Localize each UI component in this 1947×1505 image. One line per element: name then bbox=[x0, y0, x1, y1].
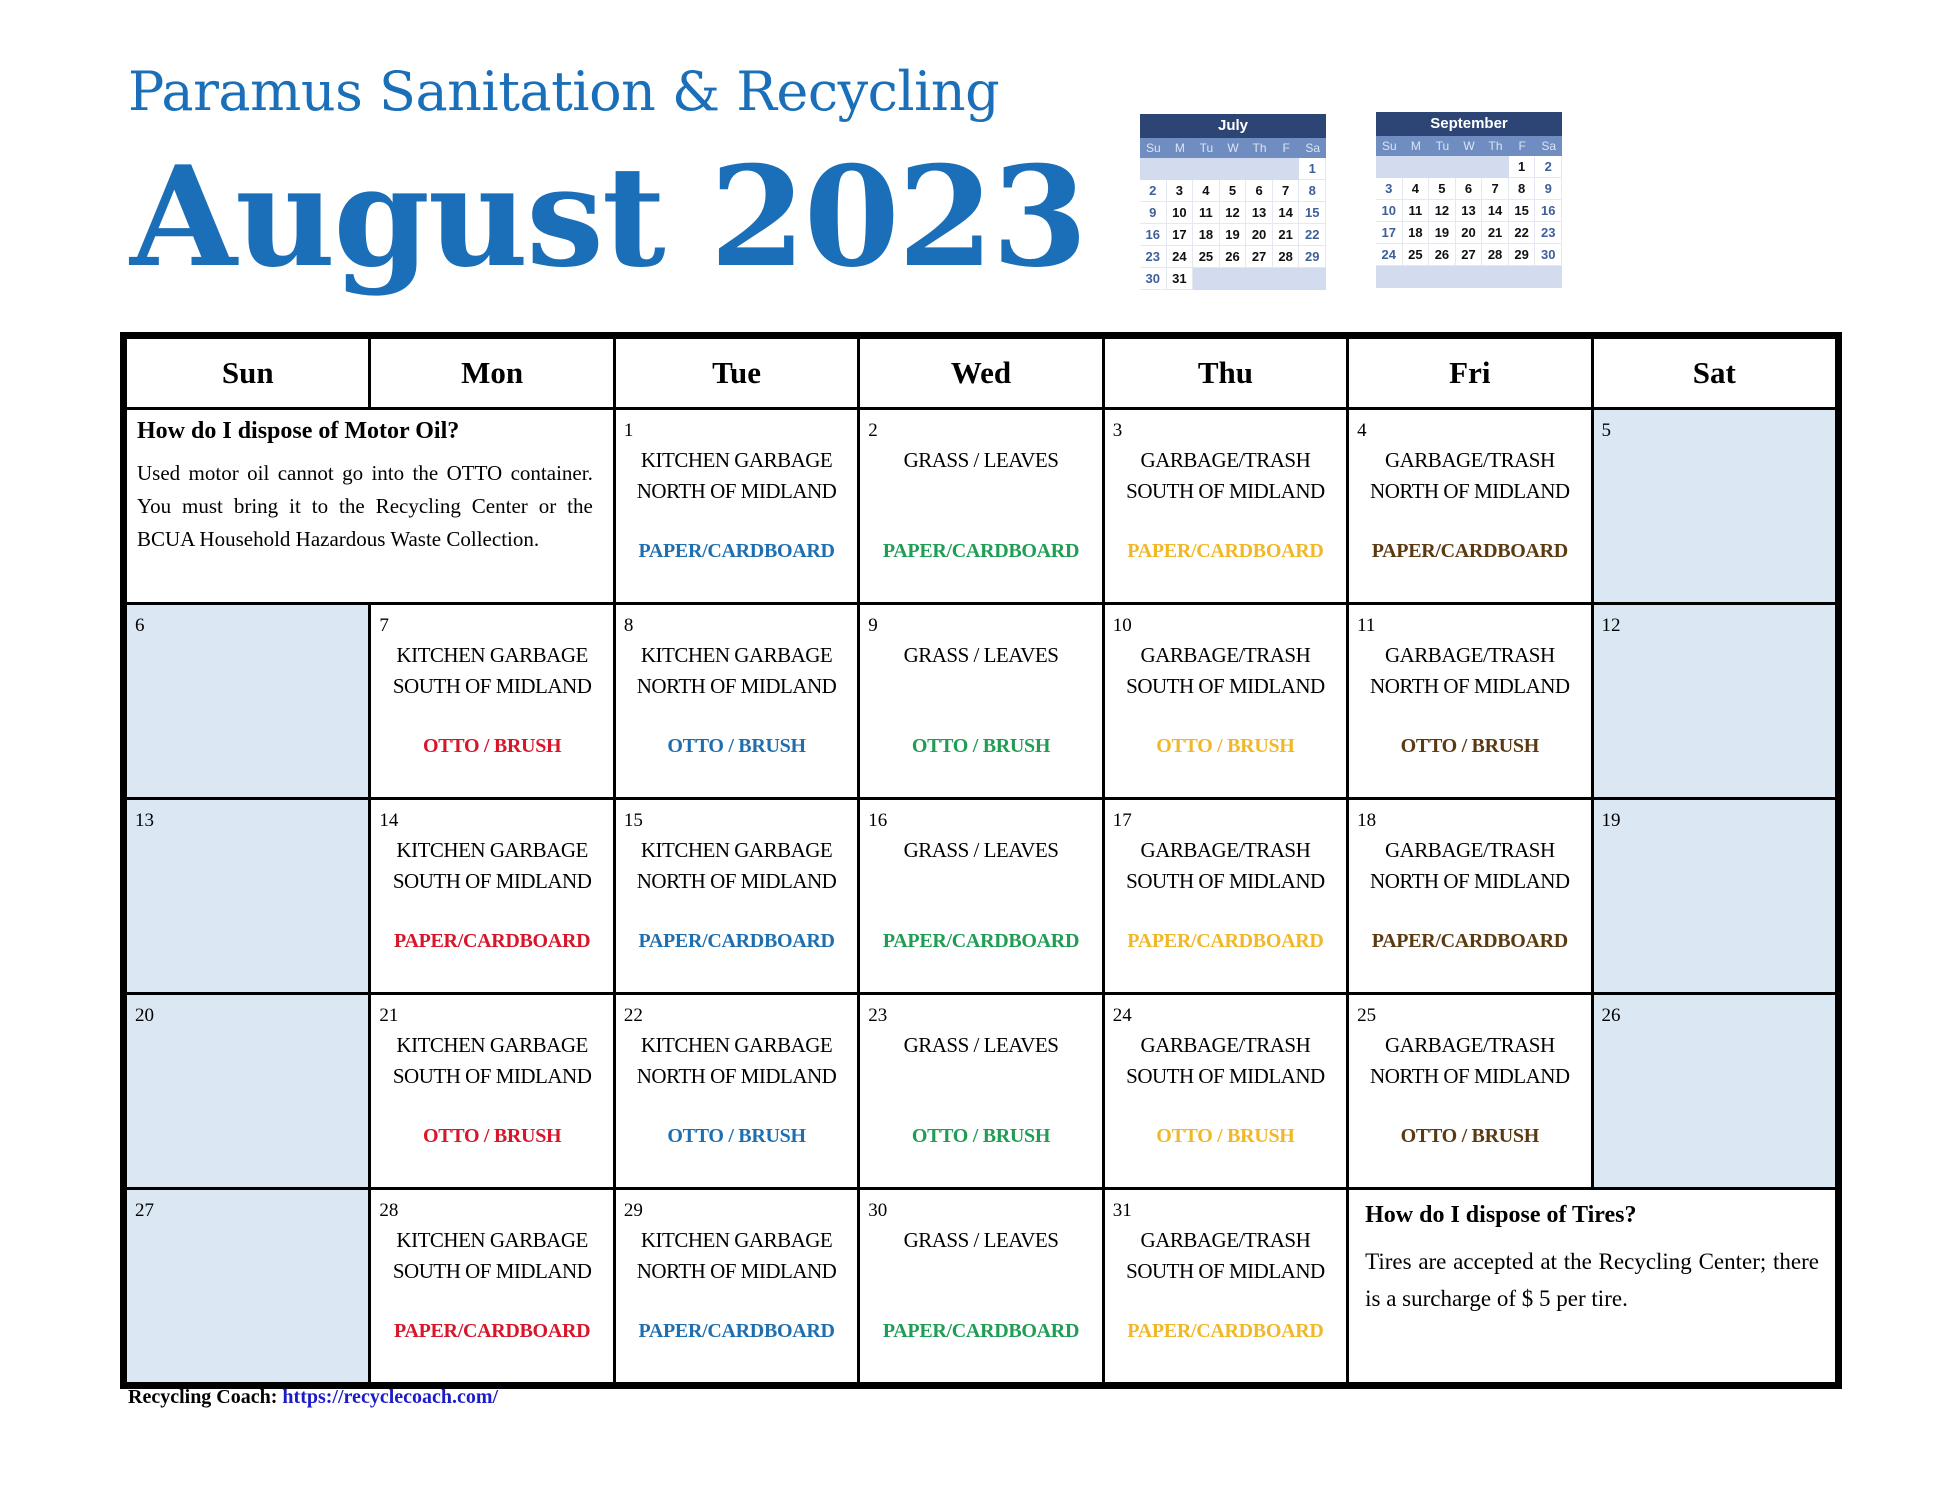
collection-type: KITCHEN GARBAGE bbox=[640, 1033, 833, 1057]
mini-day-cell: 13 bbox=[1456, 200, 1483, 222]
day-number: 18 bbox=[1357, 810, 1377, 831]
mini-dow-label: W bbox=[1227, 141, 1239, 155]
collection-area: SOUTH OF MIDLAND bbox=[1126, 674, 1325, 698]
recycling-pickup: PAPER/CARDBOARD bbox=[1127, 930, 1324, 952]
day-number: 14 bbox=[379, 810, 399, 831]
mini-day-cell: 14 bbox=[1482, 200, 1509, 222]
recycling-pickup: PAPER/CARDBOARD bbox=[882, 1320, 1080, 1342]
day-cell-1 bbox=[614, 409, 858, 604]
mini-calendar-month: July bbox=[1140, 114, 1326, 138]
mini-day-cell: 19 bbox=[1429, 222, 1456, 244]
collection-type: GARBAGE/TRASH bbox=[1140, 1033, 1311, 1057]
collection-area: NORTH OF MIDLAND bbox=[636, 1259, 837, 1283]
day-number: 20 bbox=[135, 1005, 154, 1026]
collection-area: NORTH OF MIDLAND bbox=[1370, 674, 1570, 698]
day-number: 29 bbox=[623, 1200, 643, 1221]
day-cell-12 bbox=[1592, 604, 1836, 799]
day-number: 22 bbox=[623, 1005, 643, 1026]
collection-type: GARBAGE/TRASH bbox=[1140, 1228, 1311, 1252]
recycling-pickup: OTTO / BRUSH bbox=[667, 735, 806, 757]
mini-day-cell bbox=[1376, 266, 1403, 288]
mini-day-cell: 14 bbox=[1273, 202, 1300, 224]
mini-day-cell: 27 bbox=[1456, 244, 1483, 266]
day-cell-31 bbox=[1103, 1189, 1347, 1384]
collection-area: SOUTH OF MIDLAND bbox=[1126, 1259, 1325, 1283]
day-cell-27 bbox=[126, 1189, 370, 1384]
day-cell-5 bbox=[1592, 409, 1836, 604]
mini-day-cell bbox=[1220, 268, 1247, 290]
collection-type: GARBAGE/TRASH bbox=[1384, 1033, 1555, 1057]
mini-day-cell: 17 bbox=[1167, 224, 1194, 246]
organization-name: Paramus Sanitation & Recycling bbox=[128, 60, 1000, 123]
collection-type: GARBAGE/TRASH bbox=[1140, 643, 1311, 667]
mini-day-cell: 8 bbox=[1509, 178, 1536, 200]
day-cell-21 bbox=[370, 994, 614, 1189]
mini-day-cell bbox=[1403, 266, 1430, 288]
day-cell-20 bbox=[126, 994, 370, 1189]
day-number: 16 bbox=[868, 810, 888, 831]
mini-day-cell: 28 bbox=[1482, 244, 1509, 266]
recycling-pickup: PAPER/CARDBOARD bbox=[394, 1320, 591, 1342]
mini-dow-label: M bbox=[1410, 139, 1421, 153]
recycling-pickup: PAPER/CARDBOARD bbox=[1127, 1320, 1324, 1342]
mini-day-cell: 1 bbox=[1509, 156, 1536, 178]
recycling-pickup: PAPER/CARDBOARD bbox=[638, 540, 835, 562]
recycling-pickup: PAPER/CARDBOARD bbox=[882, 540, 1080, 562]
collection-type: KITCHEN GARBAGE bbox=[396, 1033, 588, 1057]
recycling-pickup: PAPER/CARDBOARD bbox=[1127, 540, 1324, 562]
collection-type: GRASS / LEAVES bbox=[903, 838, 1059, 862]
mini-day-cell: 25 bbox=[1193, 246, 1220, 268]
mini-day-cell: 11 bbox=[1193, 202, 1220, 224]
mini-day-cell: 24 bbox=[1167, 246, 1194, 268]
recycling-pickup: OTTO / BRUSH bbox=[1400, 1125, 1539, 1147]
day-number: 10 bbox=[1112, 615, 1132, 636]
weekday-fri: Fri bbox=[1348, 338, 1592, 409]
collection-area: NORTH OF MIDLAND bbox=[636, 869, 837, 893]
collection-type: KITCHEN GARBAGE bbox=[640, 643, 833, 667]
day-cell-13 bbox=[126, 799, 370, 994]
mini-day-cell: 19 bbox=[1220, 224, 1247, 246]
mini-day-cell: 13 bbox=[1246, 202, 1273, 224]
collection-area: SOUTH OF MIDLAND bbox=[1126, 1064, 1325, 1088]
mini-day-cell: 22 bbox=[1509, 222, 1536, 244]
day-number: 2 bbox=[868, 420, 878, 441]
mini-day-cell bbox=[1429, 266, 1456, 288]
weekday-sat: Sat bbox=[1592, 338, 1836, 409]
day-number: 15 bbox=[623, 810, 643, 831]
mini-dow-label: Th bbox=[1488, 139, 1503, 153]
day-number: 21 bbox=[379, 1005, 399, 1026]
mini-day-cell: 30 bbox=[1140, 268, 1167, 290]
mini-day-cell: 7 bbox=[1273, 180, 1300, 202]
mini-day-cell: 3 bbox=[1376, 178, 1403, 200]
mini-dow-label: Sa bbox=[1305, 141, 1321, 155]
day-number: 27 bbox=[135, 1200, 154, 1221]
mini-day-cell: 21 bbox=[1482, 222, 1509, 244]
mini-day-cell bbox=[1299, 268, 1326, 290]
collection-type: GARBAGE/TRASH bbox=[1384, 643, 1555, 667]
day-number: 19 bbox=[1601, 810, 1621, 831]
collection-type: KITCHEN GARBAGE bbox=[396, 838, 588, 862]
mini-day-cell bbox=[1167, 158, 1194, 180]
day-cell-8 bbox=[614, 604, 858, 799]
day-number: 28 bbox=[379, 1200, 399, 1221]
mini-day-cell: 4 bbox=[1403, 178, 1430, 200]
day-cell-23 bbox=[859, 994, 1103, 1189]
week-row bbox=[126, 994, 1837, 1189]
mini-day-cell: 23 bbox=[1535, 222, 1562, 244]
mini-day-cell bbox=[1482, 156, 1509, 178]
mini-day-cell bbox=[1193, 158, 1220, 180]
mini-dow-label: M bbox=[1174, 141, 1185, 155]
recycling-pickup: PAPER/CARDBOARD bbox=[882, 930, 1080, 952]
mini-day-cell: 16 bbox=[1140, 224, 1167, 246]
mini-day-cell: 29 bbox=[1509, 244, 1536, 266]
mini-calendar-september bbox=[1376, 112, 1562, 288]
month-calendar bbox=[120, 332, 1842, 1389]
recycling-pickup: OTTO / BRUSH bbox=[1156, 1125, 1295, 1147]
collection-type: GARBAGE/TRASH bbox=[1140, 448, 1311, 472]
mini-day-cell bbox=[1246, 268, 1273, 290]
mini-day-cell: 3 bbox=[1167, 180, 1194, 202]
recycling-pickup: OTTO / BRUSH bbox=[911, 735, 1051, 757]
mini-day-cell: 18 bbox=[1403, 222, 1430, 244]
note-heading: How do I dispose of Motor Oil? bbox=[137, 418, 460, 444]
day-number: 31 bbox=[1112, 1200, 1132, 1221]
mini-day-cell: 10 bbox=[1167, 202, 1194, 224]
mini-day-cell: 16 bbox=[1535, 200, 1562, 222]
mini-day-cell: 29 bbox=[1299, 246, 1326, 268]
weekday-tue: Tue bbox=[614, 338, 858, 409]
week-row bbox=[126, 604, 1837, 799]
day-cell-26 bbox=[1592, 994, 1836, 1189]
mini-calendar-grid bbox=[1140, 158, 1326, 290]
collection-area: SOUTH OF MIDLAND bbox=[1126, 869, 1325, 893]
recycling-pickup: OTTO / BRUSH bbox=[1156, 735, 1295, 757]
day-number: 24 bbox=[1112, 1005, 1132, 1026]
weekday-wed: Wed bbox=[859, 338, 1103, 409]
day-cell-28 bbox=[370, 1189, 614, 1384]
mini-calendar-july bbox=[1140, 114, 1326, 290]
collection-type: GRASS / LEAVES bbox=[903, 448, 1059, 472]
day-cell-15 bbox=[614, 799, 858, 994]
mini-day-cell bbox=[1429, 156, 1456, 178]
day-cell-11 bbox=[1348, 604, 1592, 799]
recycling-pickup: OTTO / BRUSH bbox=[911, 1125, 1051, 1147]
mini-day-cell bbox=[1220, 158, 1247, 180]
note-body: Tires are accepted at the Recycling Center; there is a surcharge of $ 5 per tire. bbox=[1365, 1249, 1819, 1311]
tires-note bbox=[1348, 1189, 1837, 1384]
recycling-pickup: OTTO / BRUSH bbox=[667, 1125, 806, 1147]
day-cell-24 bbox=[1103, 994, 1347, 1189]
recycling-pickup: OTTO / BRUSH bbox=[1400, 735, 1539, 757]
mini-day-cell: 30 bbox=[1535, 244, 1562, 266]
weekday-sun: Sun bbox=[126, 338, 370, 409]
mini-calendar-month: September bbox=[1376, 112, 1562, 136]
day-cell-22 bbox=[614, 994, 858, 1189]
collection-area: SOUTH OF MIDLAND bbox=[1126, 479, 1325, 503]
mini-day-cell: 17 bbox=[1376, 222, 1403, 244]
mini-day-cell: 25 bbox=[1403, 244, 1430, 266]
day-number: 26 bbox=[1601, 1005, 1621, 1026]
mini-day-cell bbox=[1403, 156, 1430, 178]
day-cell-10 bbox=[1103, 604, 1347, 799]
mini-day-cell: 15 bbox=[1509, 200, 1536, 222]
day-number: 25 bbox=[1357, 1005, 1377, 1026]
day-number: 12 bbox=[1601, 615, 1621, 636]
note-heading: How do I dispose of Tires? bbox=[1365, 1202, 1637, 1228]
collection-type: GRASS / LEAVES bbox=[903, 1033, 1059, 1057]
mini-day-cell: 20 bbox=[1246, 224, 1273, 246]
day-cell-19 bbox=[1592, 799, 1836, 994]
mini-day-cell: 24 bbox=[1376, 244, 1403, 266]
mini-day-cell: 21 bbox=[1273, 224, 1300, 246]
mini-day-cell: 22 bbox=[1299, 224, 1326, 246]
note-body: Used motor oil cannot go into the OTTO container. You must bring it to the Recycling Center or the BCUA Household Hazardous Waste Collection. bbox=[137, 461, 593, 551]
day-cell-9 bbox=[859, 604, 1103, 799]
day-number: 17 bbox=[1112, 810, 1132, 831]
day-number: 23 bbox=[868, 1005, 888, 1026]
mini-dow-label: W bbox=[1463, 139, 1475, 153]
week-row bbox=[126, 409, 1837, 604]
recycling-pickup: OTTO / BRUSH bbox=[422, 1125, 562, 1147]
collection-type: KITCHEN GARBAGE bbox=[396, 643, 588, 667]
recycling-pickup: PAPER/CARDBOARD bbox=[1371, 930, 1568, 952]
mini-dow-label: Th bbox=[1252, 141, 1267, 155]
mini-dow-label: Tu bbox=[1199, 141, 1214, 155]
collection-type: KITCHEN GARBAGE bbox=[640, 448, 833, 472]
recycling-pickup: PAPER/CARDBOARD bbox=[1371, 540, 1568, 562]
day-cell-16 bbox=[859, 799, 1103, 994]
mini-dow-label: Tu bbox=[1435, 139, 1450, 153]
collection-type: GARBAGE/TRASH bbox=[1140, 838, 1311, 862]
recycling-pickup: PAPER/CARDBOARD bbox=[394, 930, 591, 952]
mini-day-cell: 6 bbox=[1246, 180, 1273, 202]
day-cell-25 bbox=[1348, 994, 1592, 1189]
mini-day-cell: 5 bbox=[1220, 180, 1247, 202]
day-number: 3 bbox=[1112, 420, 1123, 441]
mini-day-cell: 12 bbox=[1220, 202, 1247, 224]
day-cell-4 bbox=[1348, 409, 1592, 604]
day-number: 5 bbox=[1601, 420, 1612, 441]
collection-area: NORTH OF MIDLAND bbox=[636, 1064, 837, 1088]
collection-area: NORTH OF MIDLAND bbox=[1370, 479, 1570, 503]
recycling-pickup: OTTO / BRUSH bbox=[422, 735, 562, 757]
mini-calendar-grid bbox=[1376, 156, 1562, 288]
day-cell-14 bbox=[370, 799, 614, 994]
mini-day-cell: 27 bbox=[1246, 246, 1273, 268]
mini-day-cell: 2 bbox=[1140, 180, 1167, 202]
mini-day-cell: 26 bbox=[1220, 246, 1247, 268]
day-cell-30 bbox=[859, 1189, 1103, 1384]
weekday-header-row bbox=[126, 338, 1837, 409]
day-number: 13 bbox=[135, 810, 154, 831]
mini-day-cell: 26 bbox=[1429, 244, 1456, 266]
day-cell-6 bbox=[126, 604, 370, 799]
day-cell-7 bbox=[370, 604, 614, 799]
mini-day-cell: 1 bbox=[1299, 158, 1326, 180]
footer bbox=[128, 1386, 498, 1409]
weekday-mon: Mon bbox=[370, 338, 614, 409]
collection-area: SOUTH OF MIDLAND bbox=[392, 1259, 592, 1283]
mini-day-cell: 23 bbox=[1140, 246, 1167, 268]
day-number: 9 bbox=[868, 615, 878, 636]
mini-day-cell: 12 bbox=[1429, 200, 1456, 222]
collection-type: KITCHEN GARBAGE bbox=[396, 1228, 588, 1252]
mini-day-cell: 9 bbox=[1140, 202, 1167, 224]
footer-label: Recycling Coach: bbox=[128, 1386, 278, 1408]
mini-day-cell bbox=[1273, 158, 1300, 180]
recycling-pickup: PAPER/CARDBOARD bbox=[638, 930, 835, 952]
collection-area: NORTH OF MIDLAND bbox=[636, 479, 837, 503]
mini-dow-label: Su bbox=[1381, 139, 1397, 153]
page-title: August 2023 bbox=[130, 135, 1086, 298]
week-row bbox=[126, 799, 1837, 994]
day-number: 4 bbox=[1357, 420, 1367, 441]
day-number: 7 bbox=[379, 615, 389, 636]
recycle-coach-link[interactable]: https://recyclecoach.com/ bbox=[282, 1386, 499, 1408]
mini-day-cell: 9 bbox=[1535, 178, 1562, 200]
week-row bbox=[126, 1189, 1837, 1384]
collection-type: GRASS / LEAVES bbox=[903, 1228, 1059, 1252]
collection-area: SOUTH OF MIDLAND bbox=[392, 1064, 592, 1088]
mini-day-cell: 7 bbox=[1482, 178, 1509, 200]
mini-day-cell: 2 bbox=[1535, 156, 1562, 178]
mini-dow-label: Sa bbox=[1541, 139, 1557, 153]
day-cell-18 bbox=[1348, 799, 1592, 994]
mini-day-cell: 15 bbox=[1299, 202, 1326, 224]
day-number: 30 bbox=[868, 1200, 888, 1221]
mini-day-cell: 10 bbox=[1376, 200, 1403, 222]
motor-oil-note bbox=[126, 409, 615, 604]
collection-area: NORTH OF MIDLAND bbox=[1370, 869, 1570, 893]
collection-type: GRASS / LEAVES bbox=[903, 643, 1059, 667]
collection-type: GARBAGE/TRASH bbox=[1384, 838, 1555, 862]
day-number: 8 bbox=[623, 615, 634, 636]
mini-dow-label: F bbox=[1518, 139, 1526, 153]
mini-day-cell: 28 bbox=[1273, 246, 1300, 268]
mini-dow-label: Su bbox=[1145, 141, 1161, 155]
weekday-thu: Thu bbox=[1103, 338, 1347, 409]
day-cell-2 bbox=[859, 409, 1103, 604]
mini-day-cell bbox=[1456, 266, 1483, 288]
mini-day-cell: 31 bbox=[1167, 268, 1194, 290]
collection-type: KITCHEN GARBAGE bbox=[640, 1228, 833, 1252]
mini-day-cell bbox=[1376, 156, 1403, 178]
collection-area: SOUTH OF MIDLAND bbox=[392, 869, 592, 893]
mini-day-cell bbox=[1193, 268, 1220, 290]
mini-day-cell: 6 bbox=[1456, 178, 1483, 200]
mini-day-cell bbox=[1140, 158, 1167, 180]
mini-day-cell: 5 bbox=[1429, 178, 1456, 200]
mini-day-cell bbox=[1456, 156, 1483, 178]
mini-day-cell: 8 bbox=[1299, 180, 1326, 202]
mini-day-cell bbox=[1535, 266, 1562, 288]
mini-day-cell bbox=[1273, 268, 1300, 290]
mini-calendar-dow-row bbox=[1140, 138, 1326, 158]
mini-day-cell: 20 bbox=[1456, 222, 1483, 244]
mini-day-cell bbox=[1246, 158, 1273, 180]
mini-day-cell bbox=[1509, 266, 1536, 288]
day-number: 6 bbox=[135, 615, 145, 636]
collection-type: GARBAGE/TRASH bbox=[1384, 448, 1555, 472]
day-cell-29 bbox=[614, 1189, 858, 1384]
day-number: 11 bbox=[1357, 615, 1376, 636]
mini-day-cell: 11 bbox=[1403, 200, 1430, 222]
mini-day-cell bbox=[1482, 266, 1509, 288]
mini-calendar-dow-row bbox=[1376, 136, 1562, 156]
day-number: 1 bbox=[623, 420, 634, 441]
mini-dow-label: F bbox=[1282, 141, 1290, 155]
day-cell-3 bbox=[1103, 409, 1347, 604]
collection-area: NORTH OF MIDLAND bbox=[636, 674, 837, 698]
collection-type: KITCHEN GARBAGE bbox=[640, 838, 833, 862]
mini-day-cell: 18 bbox=[1193, 224, 1220, 246]
day-cell-17 bbox=[1103, 799, 1347, 994]
mini-day-cell: 4 bbox=[1193, 180, 1220, 202]
recycling-pickup: PAPER/CARDBOARD bbox=[638, 1320, 835, 1342]
collection-area: SOUTH OF MIDLAND bbox=[392, 674, 592, 698]
collection-area: NORTH OF MIDLAND bbox=[1370, 1064, 1570, 1088]
